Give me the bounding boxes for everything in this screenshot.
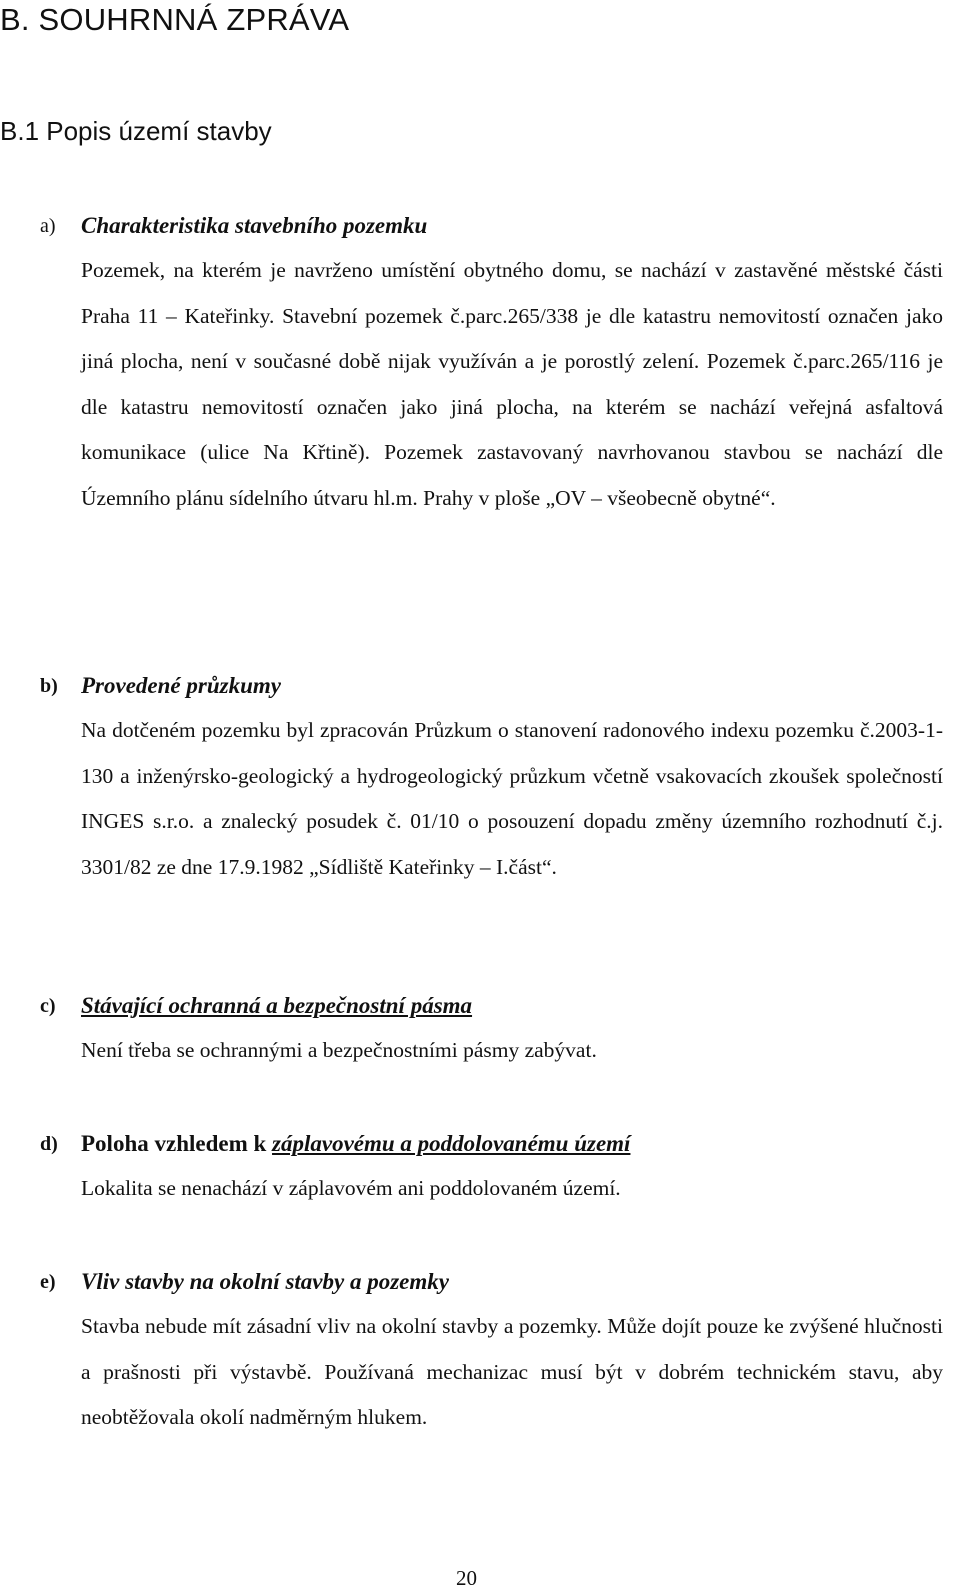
section-e xyxy=(0,1260,960,1441)
section-title: B.1 Popis území stavby xyxy=(0,116,272,146)
section-a-heading xyxy=(0,204,960,248)
section-d-title-italic: záplavovému a poddolovanému území xyxy=(272,1131,631,1156)
section-c-title: Stávající ochranná a bezpečnostní pásma xyxy=(81,993,473,1018)
section-b-text: Na dotčeném pozemku byl zpracován Průzkum o stanovení radonového indexu pozemku č.2003-1-130 a inženýrsko-geologický a hydrogeologický průzkum včetně vsakovacích zkoušek společností INGES s.r.o. a znalecký posudek č. 01/10 o posouzení dopadu změny územního rozhodnutí č.j. 3301/82 ze dne 17.9.1982 „Sídliště Kateřinky – I.část“. xyxy=(81,718,943,879)
document-title: B. SOUHRNNÁ ZPRÁVA xyxy=(0,2,350,37)
section-e-title: Vliv stavby na okolní stavby a pozemky xyxy=(81,1269,449,1294)
page-number: 20 xyxy=(456,1566,477,1590)
section-b-marker: b) xyxy=(40,675,58,697)
section-e-marker: e) xyxy=(40,1271,56,1293)
section-d-text: Lokalita se nenachází v záplavovém ani poddolovaném území. xyxy=(81,1176,621,1200)
section-a-marker: a) xyxy=(40,215,56,237)
section-b-heading xyxy=(0,664,960,708)
section-c xyxy=(0,984,960,1074)
section-c-text: Není třeba se ochrannými a bezpečnostními pásmy zabývat. xyxy=(81,1038,597,1062)
section-d-marker: d) xyxy=(40,1133,58,1155)
section-d-heading xyxy=(0,1122,960,1166)
section-c-marker: c) xyxy=(40,995,56,1017)
section-d xyxy=(0,1122,960,1212)
section-a-text: Pozemek, na kterém je navrženo umístění obytného domu, se nachází v zastavěné městské části Praha 11 – Kateřinky. Stavební pozemek č.parc.265/338 je dle katastru nemovitostí označen jako jiná plocha, není v současné době nijak využíván a je porostlý zelení. Pozemek č.parc.265/116 je dle katastru nemovitostí označen jako jiná plocha, na kterém se nachází veřejná asfaltová komunikace (ulice Na Křtině). Pozemek zastavovaný navrhovanou stavbou se nachází dle Územního plánu sídelního útvaru hl.m. Prahy v ploše „OV – všeobecně obytné“. xyxy=(81,258,943,510)
section-d-title xyxy=(81,1122,630,1166)
section-b xyxy=(0,664,960,890)
section-a-title: Charakteristika stavebního pozemku xyxy=(81,213,428,238)
section-b-title: Provedené průzkumy xyxy=(81,673,281,698)
section-a xyxy=(0,204,960,521)
section-c-heading xyxy=(0,984,960,1028)
section-d-title-plain: Poloha vzhledem k xyxy=(81,1131,267,1156)
section-e-heading xyxy=(0,1260,960,1304)
section-e-text: Stavba nebude mít zásadní vliv na okolní stavby a pozemky. Může dojít pouze ke zvýšené hlučnosti a prašnosti při výstavbě. Používaná mechanizac musí být v dobrém technickém stavu, aby neobtěžovala okolí nadměrným hlukem. xyxy=(81,1314,943,1429)
